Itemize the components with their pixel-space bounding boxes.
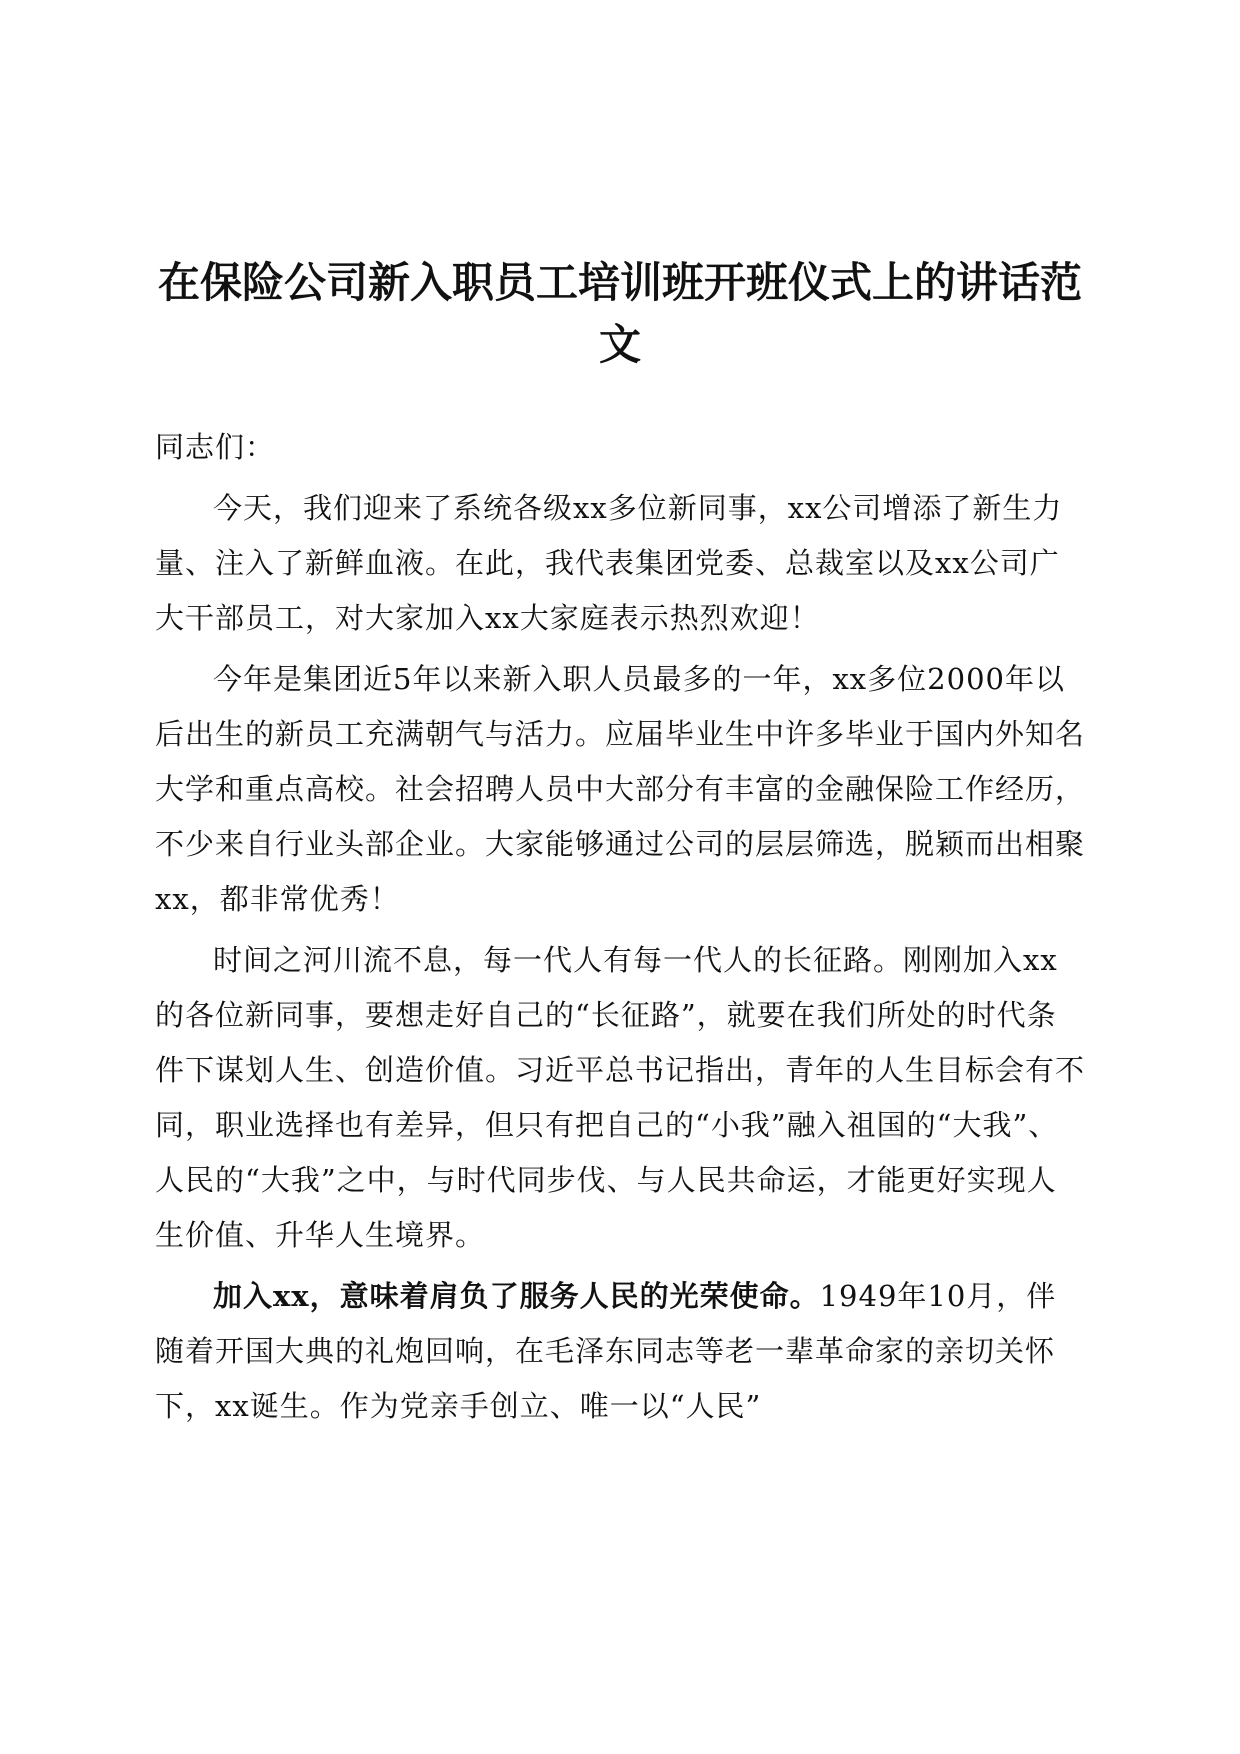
paragraph-mission bbox=[155, 1269, 1085, 1434]
paragraph-mission-text: 1949年10月，伴随着开国大典的礼炮回响，在毛泽东同志等老一辈革命家的亲切关怀下，xx诞生。作为党亲手创立、唯一以“人民” bbox=[155, 1279, 1057, 1423]
paragraph-long-march: 时间之河川流不息，每一代人有每一代人的长征路。刚刚加入xx的各位新同事，要想走好自己的“长征路”，就要在我们所处的时代条件下谋划人生、创造价值。习近平总书记指出，青年的人生目标会有不同，职业选择也有差异，但只有把自己的“小我”融入祖国的“大我”、人民的“大我”之中，与时代同步伐、与人民共命运，才能更好实现人生价值、升华人生境界。 bbox=[155, 943, 1086, 1252]
document-body bbox=[155, 420, 1085, 1440]
document-title: 在保险公司新入职员工培训班开班仪式上的讲话范文 bbox=[157, 258, 1082, 369]
paragraph-new-staff: 今年是集团近5年以来新入职人员最多的一年，xx多位2000年以后出生的新员工充满朝气与活力。应届毕业生中许多毕业于国内外知名大学和重点高校。社会招聘人员中大部分有丰富的金融保险工作经历，不少来自行业头部企业。大家能够通过公司的层层筛选，脱颖而出相聚xx，都非常优秀！ bbox=[155, 662, 1086, 916]
salutation: 同志们： bbox=[155, 430, 276, 464]
paragraph-mission-lead: 加入xx，意味着肩负了服务人民的光荣使命。 bbox=[213, 1279, 820, 1313]
paragraph-welcome: 今天，我们迎来了系统各级xx多位新同事，xx公司增添了新生力量、注入了新鲜血液。在此，我代表集团党委、总裁室以及xx公司广大干部员工，对大家加入xx大家庭表示热烈欢迎！ bbox=[155, 491, 1063, 635]
